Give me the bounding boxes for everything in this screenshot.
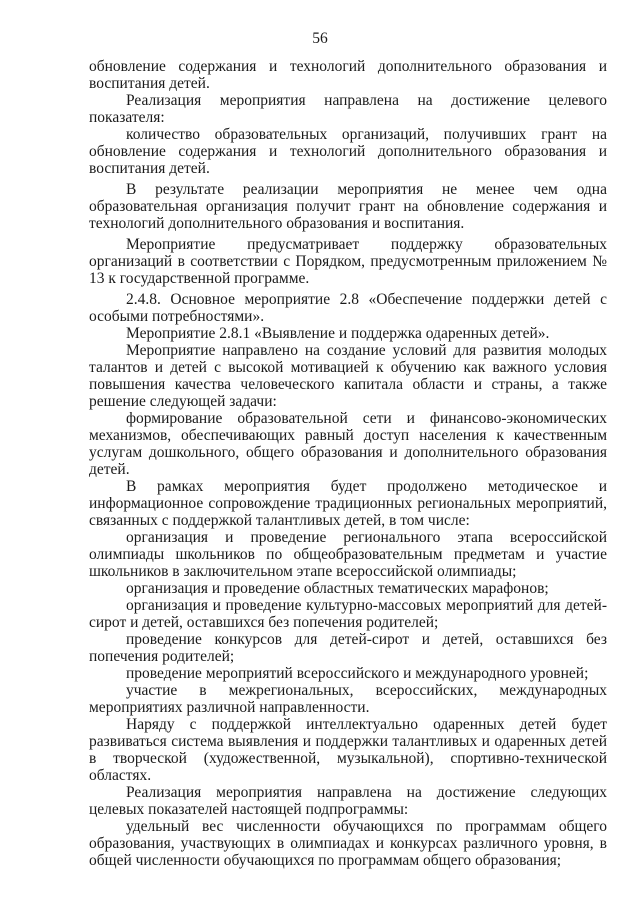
paragraph: Реализация мероприятия направлена на достижение целевого показателя: bbox=[89, 92, 607, 126]
paragraph: Наряду с поддержкой интеллектуально одаренных детей будет развиваться система выявления и поддержки талантливых и одаренных детей в творческой (художественной, музыкальной), спортивно-технической областях. bbox=[89, 716, 607, 784]
paragraph: Мероприятие предусматривает поддержку образовательных организаций в соответствии с Порядком, предусмотренным приложением № 13 к государственной программе. bbox=[89, 236, 607, 287]
paragraph: В рамках мероприятия будет продолжено методическое и информационное сопровождение традиционных региональных мероприятий, связанных с поддержкой талантливых детей, в том числе: bbox=[89, 478, 607, 529]
list-item: организация и проведение культурно-массовых мероприятий для детей-сирот и детей, оставшихся без попечения родителей; bbox=[89, 597, 607, 631]
section-heading: 2.4.8. Основное мероприятие 2.8 «Обеспечение поддержки детей с особыми потребностями». bbox=[89, 291, 607, 325]
list-item: формирование образовательной сети и финансово-экономических механизмов, обеспечивающих равный доступ населения к качественным услугам дошкольного, общего образования и дополнительного образования детей. bbox=[89, 410, 607, 478]
list-item: проведение конкурсов для детей-сирот и детей, оставшихся без попечения родителей; bbox=[89, 631, 607, 665]
list-item: участие в межрегиональных, всероссийских, международных мероприятиях различной направленности. bbox=[89, 682, 607, 716]
paragraph: количество образовательных организаций, получивших грант на обновление содержания и технологий дополнительного образования и воспитания детей. bbox=[89, 126, 607, 177]
paragraph: Реализация мероприятия направлена на достижение следующих целевых показателей настоящей подпрограммы: bbox=[89, 784, 607, 818]
paragraph: Мероприятие направлено на создание условий для развития молодых талантов и детей с высокой мотивацией к обучению как важного условия повышения качества человеческого капитала области и страны, а также решение следующей задачи: bbox=[89, 342, 607, 410]
list-item: проведение мероприятий всероссийского и международного уровней; bbox=[126, 665, 589, 682]
list-item: организация и проведение областных тематических марафонов; bbox=[126, 580, 549, 597]
paragraph-continuation: обновление содержания и технологий дополнительного образования и воспитания детей. bbox=[89, 58, 607, 92]
list-item: удельный вес численности обучающихся по программам общего образования, участвующих в олимпиадах и конкурсах различного уровня, в общей численности обучающихся по программам общего образования; bbox=[89, 818, 607, 869]
paragraph: Мероприятие 2.8.1 «Выявление и поддержка одаренных детей». bbox=[126, 325, 550, 342]
page-number: 56 bbox=[312, 30, 328, 47]
list-item: организация и проведение регионального этапа всероссийской олимпиады школьников по общеобразовательным предметам и участие школьников в заключительном этапе всероссийской олимпиады; bbox=[89, 529, 607, 580]
document-body bbox=[89, 58, 607, 869]
paragraph: В результате реализации мероприятия не менее чем одна образовательная организация получит грант на обновление содержания и технологий дополнительного образования и воспитания. bbox=[89, 181, 607, 232]
